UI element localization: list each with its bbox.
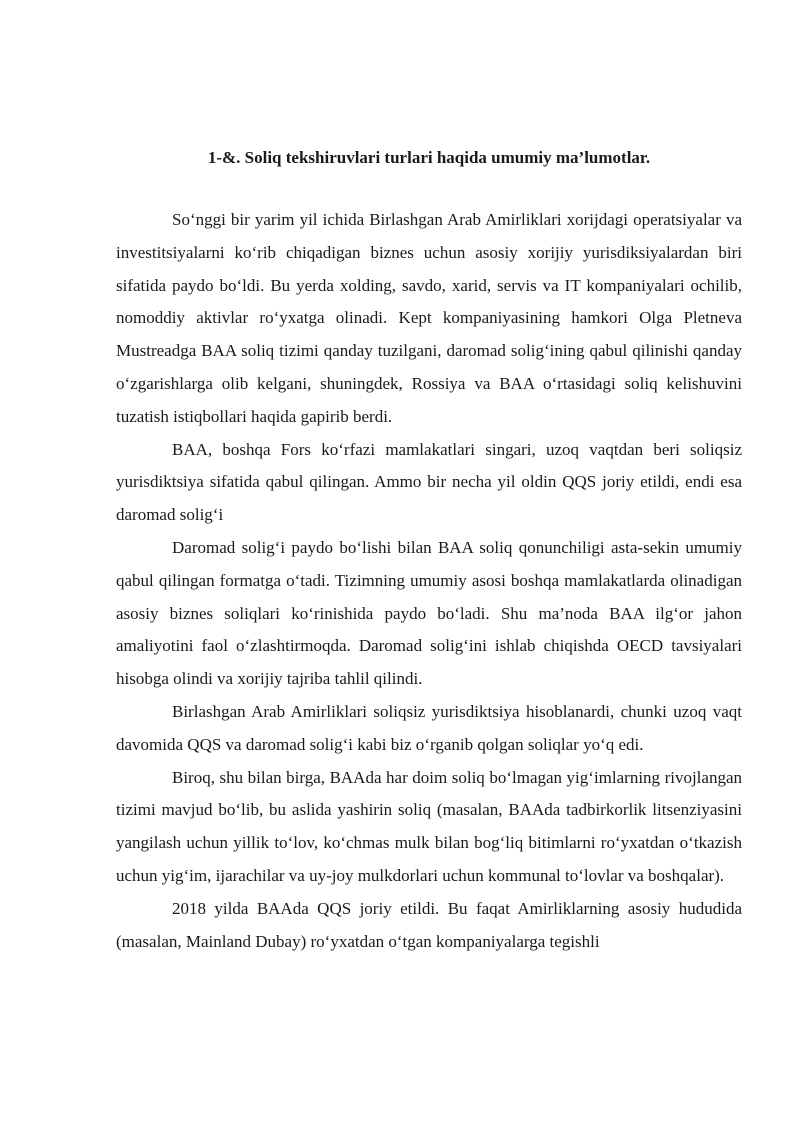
paragraph: Biroq, shu bilan birga, BAAda har doim soliq bo‘lmagan yig‘imlarning rivojlangan tizimi mavjud bo‘lib, bu aslida yashirin soliq (masalan, BAAda tadbirkorlik litsenziyasini yangilash uchun yillik to‘lov, ko‘chmas mulk bilan bog‘liq bitimlarni ro‘yxatdan o‘tkazish uchun yig‘im, ijarachilar va uy-joy mulkdorlari uchun kommunal to‘lovlar va boshqalar). bbox=[116, 767, 742, 885]
body-text bbox=[116, 204, 742, 958]
paragraph: BAA, boshqa Fors ko‘rfazi mamlakatlari singari, uzoq vaqtdan beri soliqsiz yurisdiktsiya sifatida qabul qilingan. Ammo bir necha yil oldin QQS joriy etildi, endi esa daromad solig‘i bbox=[116, 439, 742, 525]
paragraph: So‘nggi bir yarim yil ichida Birlashgan Arab Amirliklari xorijdagi operatsiyalar va investitsiyalarni ko‘rib chiqadigan biznes uchun asosiy xorijiy yurisdiksiyalardan biri sifatida paydo bo‘ldi. Bu yerda xolding, savdo, xarid, servis va IT kompaniyalari ochilib, nomoddiy aktivlar ro‘yxatga olinadi. Kept kompaniyasining hamkori Olga Pletneva Mustreadga BAA soliq tizimi qanday tuzilgani, daromad solig‘ining qabul qilinishi qanday o‘zgarishlarga olib kelgani, shuningdek, Rossiya va BAA o‘rtasidagi soliq kelishuvini tuzatish istiqbollari haqida gapirib berdi. bbox=[116, 210, 742, 426]
paragraph: Birlashgan Arab Amirliklari soliqsiz yurisdiktsiya hisoblanardi, chunki uzoq vaqt davomida QQS va daromad solig‘i kabi biz o‘rganib qolgan soliqlar yo‘q edi. bbox=[116, 701, 742, 754]
paragraph: 2018 yilda BAAda QQS joriy etildi. Bu faqat Amirliklarning asosiy hududida (masalan, Mainland Dubay) ro‘yxatdan o‘tgan kompaniyalarga tegishli bbox=[116, 898, 742, 951]
paragraph: Daromad solig‘i paydo bo‘lishi bilan BAA soliq qonunchiligi asta-sekin umumiy qabul qilingan formatga o‘tadi. Tizimning umumiy asosi boshqa mamlakatlarda olinadigan asosiy biznes soliqlari ko‘rinishida paydo bo‘ladi. Shu ma’noda BAA ilg‘or jahon amaliyotini faol o‘zlashtirmoqda. Daromad solig‘ini ishlab chiqishda OECD tavsiyalari hisobga olindi va xorijiy tajriba tahlil qilindi. bbox=[116, 537, 742, 689]
page-title: 1-&. Soliq tekshiruvlari turlari haqida umumiy ma’lumotlar. bbox=[207, 148, 651, 167]
